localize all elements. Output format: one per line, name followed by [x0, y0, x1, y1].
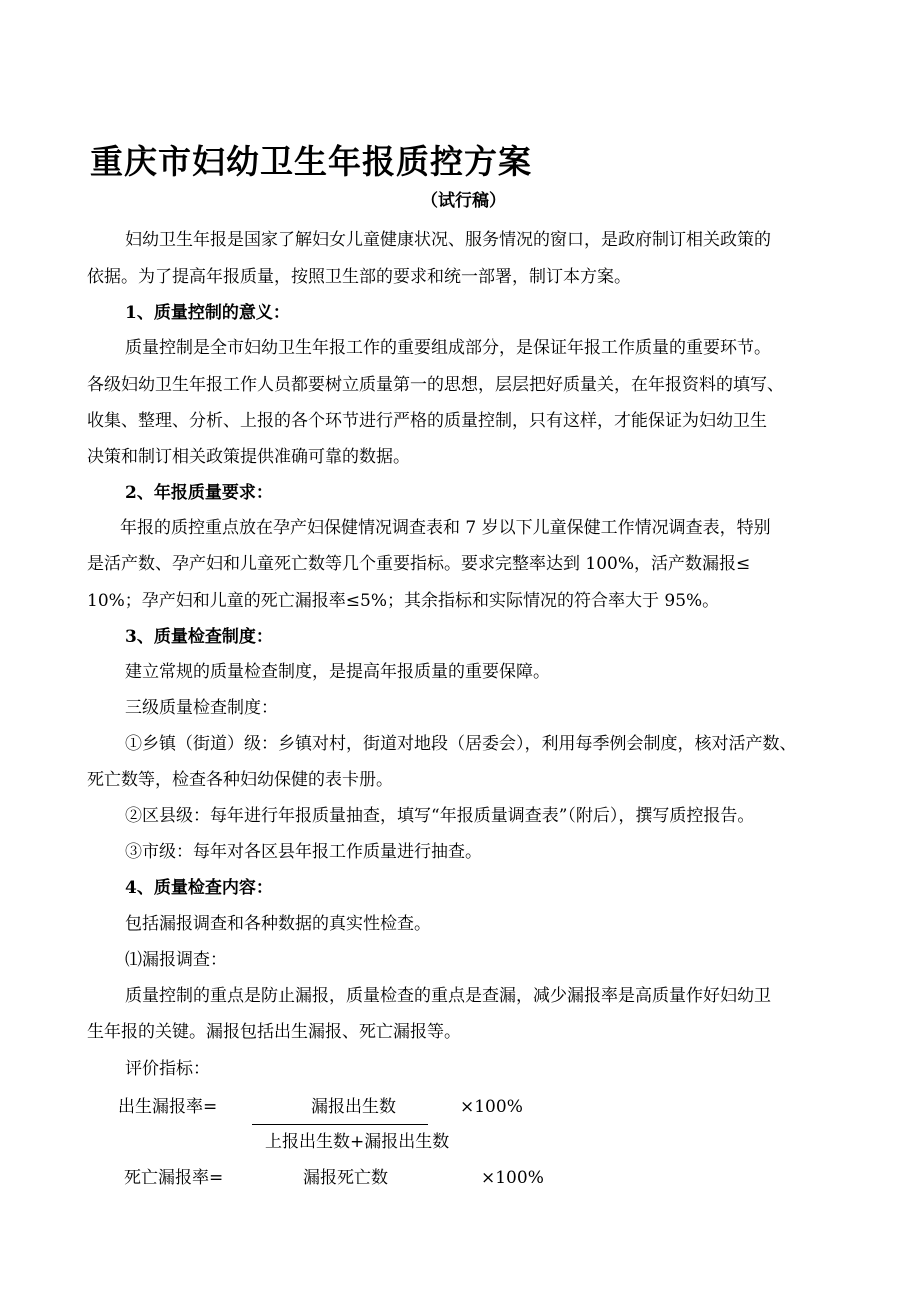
- formula-multiplier: ×100%: [460, 1097, 523, 1117]
- fraction-bar: [252, 1124, 428, 1125]
- document-subtitle: （试行稿）: [421, 191, 506, 211]
- paragraph-line: 三级质量检查制度：: [125, 698, 278, 718]
- formula-denominator: 上报出生数+漏报出生数: [265, 1132, 450, 1152]
- paragraph-line: ②区县级：每年进行年报质量抽查，填写“年报质量调查表”（附后），撰写质控报告。: [125, 806, 755, 826]
- paragraph-line: ⑴漏报调查：: [125, 950, 227, 970]
- formula-multiplier: ×100%: [481, 1168, 544, 1188]
- intro-line: 妇幼卫生年报是国家了解妇女儿童健康状况、服务情况的窗口，是政府制订相关政策的: [125, 230, 771, 250]
- paragraph-line: 建立常规的质量检查制度，是提高年报质量的重要保障。: [125, 662, 550, 682]
- section-heading: 2、年报质量要求：: [125, 483, 273, 503]
- paragraph-line: 质量控制的重点是防止漏报，质量检查的重点是查漏，减少漏报率是高质量作好妇幼卫: [125, 986, 771, 1006]
- paragraph-line: 决策和制订相关政策提供准确可靠的数据。: [87, 447, 410, 467]
- paragraph-line: 包括漏报调查和各种数据的真实性检查。: [125, 914, 431, 934]
- formula-numerator: 漏报出生数: [311, 1097, 396, 1117]
- formula-numerator: 漏报死亡数: [303, 1168, 388, 1188]
- section-heading: 1、质量控制的意义：: [125, 303, 290, 323]
- formula-label: 死亡漏报率=: [124, 1168, 224, 1188]
- paragraph-line: 收集、整理、分析、上报的各个环节进行严格的质量控制，只有这样，才能保证为妇幼卫生: [87, 411, 767, 431]
- paragraph-line: 10%；孕产妇和儿童的死亡漏报率≤5%；其余指标和实际情况的符合率大于 95%。: [87, 591, 720, 611]
- paragraph-line: ①乡镇（街道）级：乡镇对村，街道对地段（居委会），利用每季例会制度，核对活产数、: [125, 734, 797, 754]
- paragraph-line: 死亡数等，检查各种妇幼保健的表卡册。: [87, 770, 393, 790]
- document-title: 重庆市妇幼卫生年报质控方案: [90, 142, 532, 181]
- paragraph-line: 各级妇幼卫生年报工作人员都要树立质量第一的思想，层层把好质量关，在年报资料的填写、: [87, 375, 784, 395]
- paragraph-line: 评价指标：: [125, 1059, 210, 1079]
- paragraph-line: 质量控制是全市妇幼卫生年报工作的重要组成部分，是保证年报工作质量的重要环节。: [125, 338, 771, 358]
- paragraph-line: ③市级：每年对各区县年报工作质量进行抽查。: [125, 842, 482, 862]
- paragraph-line: 是活产数、孕产妇和儿童死亡数等几个重要指标。要求完整率达到 100%，活产数漏报≤: [87, 554, 751, 574]
- formula-label: 出生漏报率=: [118, 1097, 218, 1117]
- intro-line: 依据。为了提高年报质量，按照卫生部的要求和统一部署，制订本方案。: [87, 267, 631, 287]
- paragraph-line: 年报的质控重点放在孕产妇保健情况调查表和 7 岁以下儿童保健工作情况调查表，特别: [120, 518, 771, 538]
- section-heading: 4、质量检查内容：: [125, 878, 273, 898]
- section-heading: 3、质量检查制度：: [125, 627, 273, 647]
- paragraph-line: 生年报的关键。漏报包括出生漏报、死亡漏报等。: [87, 1022, 461, 1042]
